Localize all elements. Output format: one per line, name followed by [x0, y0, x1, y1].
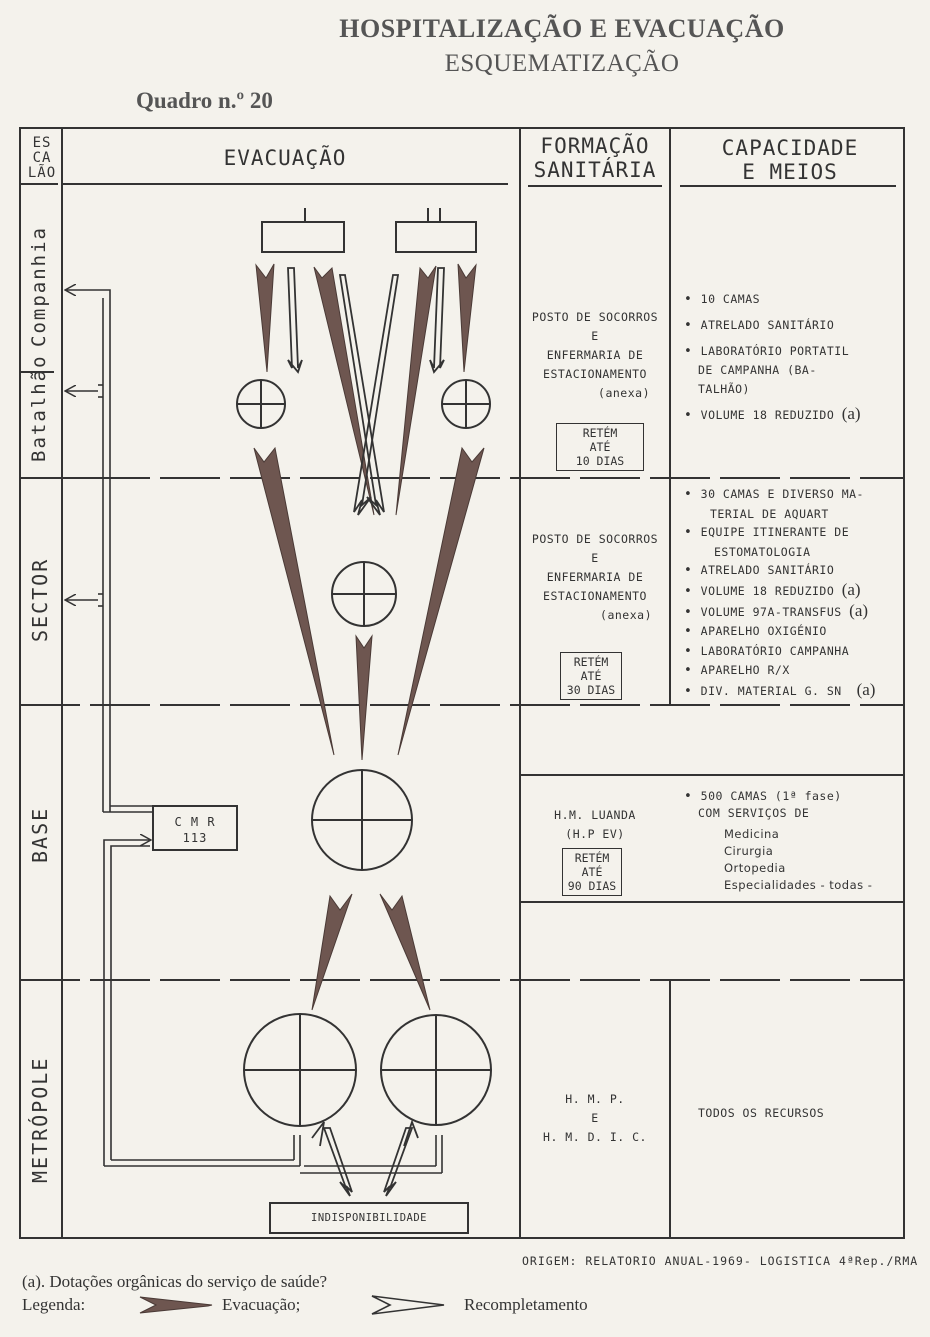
retem-line: 30 DIAS: [566, 683, 616, 697]
evac-arrow-battalion-right: [398, 448, 484, 755]
resources-sector: [684, 485, 898, 702]
legend-evacuacao-label: Evacuação;: [222, 1295, 301, 1314]
facility-metropole: [522, 1090, 668, 1147]
resource-item: [684, 602, 898, 623]
cmr-label: [153, 814, 237, 846]
resource-text: APARELHO OXIGÉNIO: [700, 624, 827, 639]
resource-text: VOLUME 18 REDUZIDO: [700, 583, 835, 598]
service-text: Medicina: [724, 827, 780, 841]
retem-line: RETÉM: [582, 426, 618, 440]
evac-arrow-company-left: [256, 264, 274, 372]
resource-item: [684, 342, 898, 361]
recomp-tail-right: [404, 1122, 418, 1146]
header-formacao-line-2: SANITÁRIA: [533, 158, 657, 182]
facility-line: POSTO DE SOCORROS: [531, 310, 659, 324]
level-metropole: METRÓPOLE: [28, 1056, 52, 1184]
resource-text: ATRELADO SANITÁRIO: [700, 318, 835, 332]
facility-line: E: [591, 551, 599, 565]
footnote-ref: (a): [841, 404, 861, 423]
service-text: Especialidades - todas -: [724, 878, 873, 892]
source-note: ORIGEM: RELATORIO ANUAL-1969- LOGISTICA 4ªRep./RMA: [522, 1254, 919, 1268]
hospital-symbol-base: [312, 770, 412, 870]
evac-arrow-company-right: [458, 264, 476, 372]
resource-text: EQUIPE ITINERANTE DE: [700, 525, 850, 540]
recomp-arrow-company-left: [288, 268, 302, 372]
board-label: Quadro n.º 20: [136, 88, 273, 113]
header-formacao-line-1: FORMAÇÃO: [540, 134, 650, 158]
header-capacidade-meios: [690, 136, 890, 184]
retem-box-batalhao: [556, 423, 644, 471]
resource-item: [684, 523, 898, 543]
facility-line: E: [591, 1111, 599, 1125]
facility-line: (H.P EV): [565, 827, 625, 841]
level-batalhao: Batalhão: [28, 354, 50, 462]
cmr-label-line-2: 113: [182, 831, 208, 845]
hospital-symbol-metropole-left: [244, 1014, 356, 1126]
evac-arrow-base-right: [380, 894, 430, 1010]
resource-text: DE CAMPANHA (BA-: [698, 363, 817, 377]
resources-metropole: TODOS OS RECURSOS: [698, 1106, 825, 1120]
facility-line: ESTACIONAMENTO: [543, 367, 647, 381]
header-capacidade-line-1: CAPACIDADE: [721, 136, 859, 160]
return-paths: [66, 290, 442, 1173]
retem-box-base: [562, 848, 622, 896]
retem-line: ATÉ: [580, 669, 602, 683]
header-evacuacao: EVACUAÇÃO: [223, 146, 347, 170]
header-formacao-sanitaria: [520, 134, 670, 182]
cmr-label-line-1: C M R: [174, 815, 216, 829]
resource-item: [684, 404, 898, 425]
resource-item: [684, 661, 898, 681]
evac-arrow-battalion-left: [254, 448, 334, 755]
facility-line: ENFERMARIA DE: [546, 570, 644, 584]
hospital-symbol-company-left: [237, 380, 285, 428]
resource-item: [684, 642, 898, 662]
facility-line: H.M. LUANDA: [554, 808, 636, 822]
legend-recomp-arrow-icon: [372, 1296, 444, 1314]
retem-line: 10 DIAS: [575, 454, 625, 468]
recomp-arrow-metropole-right: [384, 1128, 412, 1196]
recompletamento-arrows: [288, 268, 444, 1196]
level-companhia: Companhia: [28, 226, 50, 348]
indisponibilidade-label: INDISPONIBILIDADE: [311, 1212, 427, 1224]
retem-box-sector: [560, 652, 622, 700]
resource-text: 30 CAMAS E DIVERSO MA-: [700, 487, 864, 501]
company-unit-box-1: [262, 222, 344, 252]
header-escalao-line-2: CA: [32, 150, 52, 166]
resource-text: APARELHO R/X: [700, 663, 790, 678]
resources-batalhao: [684, 290, 898, 425]
facility-line: H. M. D. I. C.: [543, 1130, 647, 1144]
evac-arrow-sector-center: [356, 636, 372, 760]
company-unit-box-2: [396, 222, 476, 252]
header-escalao-line-3: LÃO: [27, 165, 57, 181]
retem-line: ATÉ: [581, 865, 603, 879]
resource-text: COM SERVIÇOS DE: [698, 806, 810, 820]
resource-item: [684, 581, 898, 602]
retem-line: 90 DIAS: [567, 879, 617, 893]
resources-base: [684, 788, 898, 894]
resource-text: TERIAL DE AQUART: [710, 506, 829, 521]
resource-text: ESTOMATOLOGIA: [714, 544, 811, 559]
facility-line: (anexa): [600, 608, 652, 622]
resource-text: 10 CAMAS: [700, 292, 761, 306]
resource-item: [684, 681, 898, 702]
facility-sector: [522, 530, 668, 625]
facility-line: POSTO DE SOCORROS: [531, 532, 659, 546]
resource-text: LABORATÓRIO PORTATIL: [700, 344, 850, 358]
header-capacidade-line-2: E MEIOS: [742, 160, 838, 184]
resource-text: DIV. MATERIAL G. SN: [700, 683, 842, 698]
legend-recompletamento-label: Recompletamento: [464, 1295, 588, 1314]
facility-line: (anexa): [598, 386, 650, 400]
level-sector: SECTOR: [28, 557, 52, 643]
hospital-symbol-sector: [332, 562, 396, 626]
resource-item: [684, 561, 898, 581]
level-base: BASE: [28, 806, 52, 864]
evac-arrow-base-left: [312, 894, 352, 1010]
resource-item: [684, 290, 898, 309]
hospital-symbol-company-right: [442, 380, 490, 428]
header-escalao: [22, 136, 62, 181]
retem-line: RETÉM: [574, 851, 610, 865]
recomp-arrow-metropole-left: [324, 1128, 352, 1196]
resource-text: TALHÃO): [698, 382, 750, 396]
footnote-ref: (a): [841, 579, 861, 599]
footnote: (a). Dotações orgânicas do serviço de saúde?: [22, 1272, 328, 1291]
recomp-tail-left: [312, 1122, 324, 1146]
retem-line: ATÉ: [589, 440, 611, 454]
resource-item: [684, 485, 898, 505]
service-text: Ortopedia: [724, 861, 786, 875]
resource-item: [684, 788, 898, 805]
legend-evac-arrow-icon: [140, 1297, 212, 1313]
resource-item: [684, 316, 898, 335]
resource-text: VOLUME 97A-TRANSFUS: [700, 604, 842, 619]
facility-line: ENFERMARIA DE: [546, 348, 644, 362]
header-escalao-line-1: ES: [32, 135, 52, 151]
legend-label: Legenda:: [22, 1295, 86, 1314]
footnote-ref: (a): [856, 679, 876, 699]
resource-text: LABORATÓRIO CAMPANHA: [700, 643, 850, 658]
resource-text: ATRELADO SANITÁRIO: [700, 563, 835, 578]
retem-line: RETÉM: [573, 655, 609, 669]
page-title: HOSPITALIZAÇÃO E EVACUAÇÃO: [339, 14, 785, 43]
facility-base: [522, 806, 668, 844]
facility-line: E: [591, 329, 599, 343]
resource-text: VOLUME 18 REDUZIDO: [700, 408, 835, 422]
page-subtitle: ESQUEMATIZAÇÃO: [444, 50, 680, 77]
service-text: Cirurgia: [724, 844, 774, 858]
facility-line: H. M. P.: [565, 1092, 625, 1106]
footnote-ref: (a): [849, 600, 869, 620]
facility-batalhao: [522, 308, 668, 403]
resource-text: 500 CAMAS (1ª fase): [700, 789, 842, 803]
facility-line: ESTACIONAMENTO: [543, 589, 647, 603]
hospital-symbol-metropole-right: [381, 1015, 491, 1125]
resource-item: [684, 622, 898, 642]
evacuation-arrows: [254, 264, 484, 1010]
